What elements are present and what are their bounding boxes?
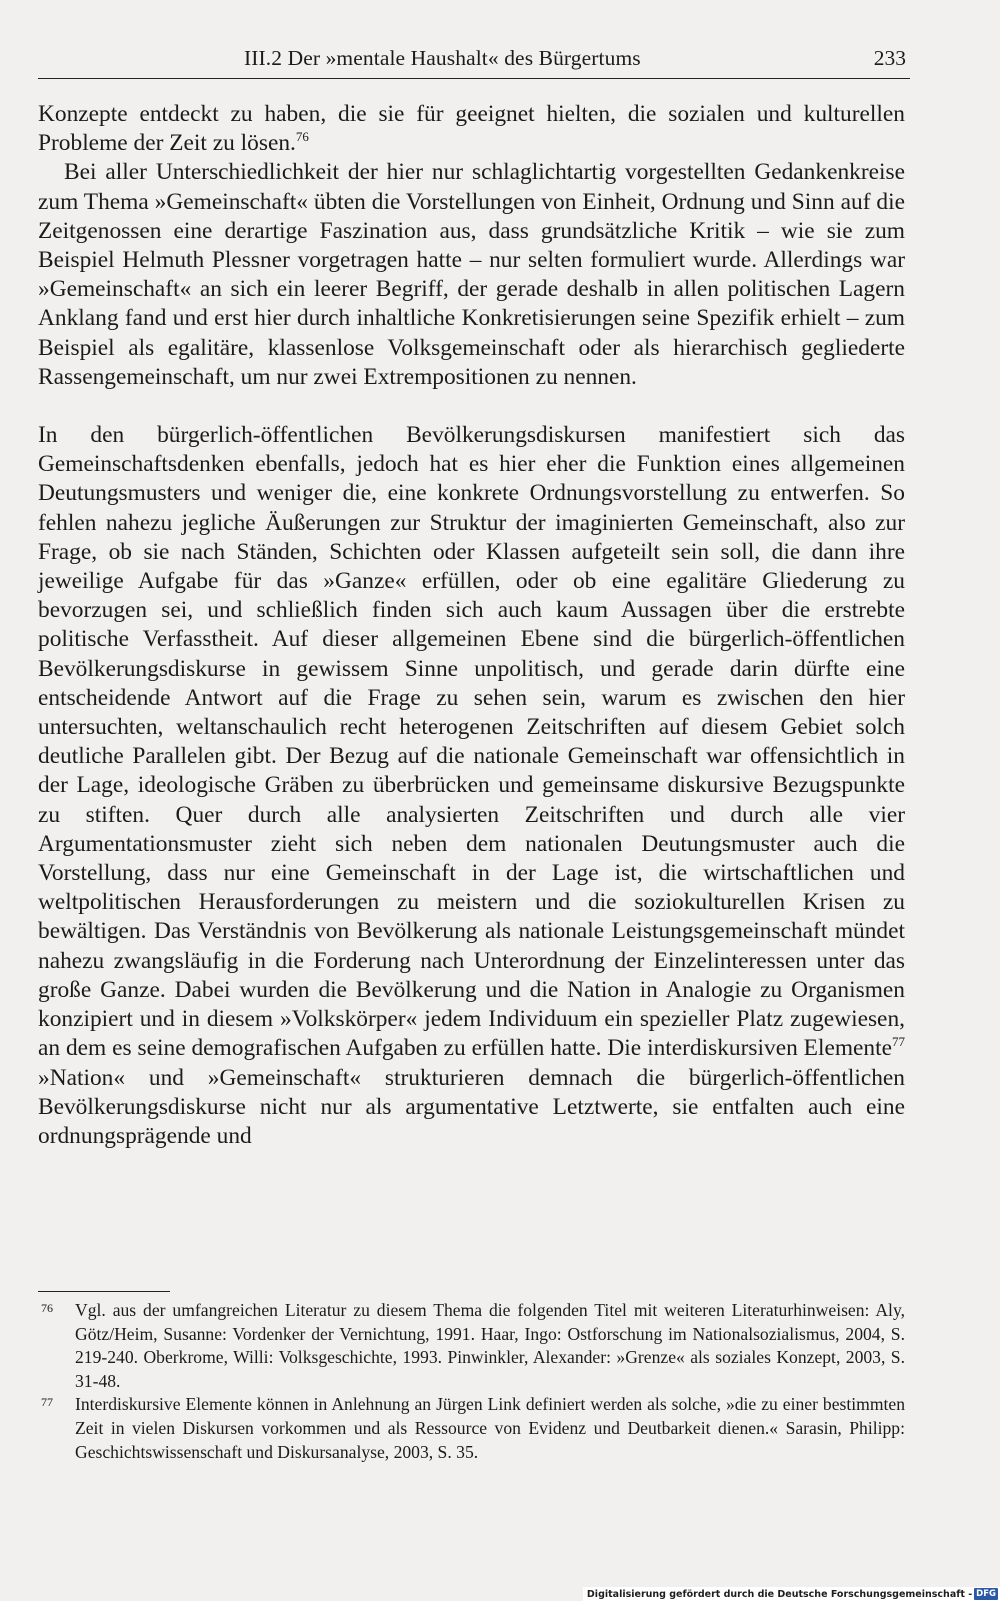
- body-text: [38, 100, 905, 1151]
- paragraph-2: Bei aller Unterschiedlichkeit der hier nur schlaglichtartig vorgestellten Gedankenkreise zum Thema »Gemeinschaft« übten die Vorstellungen von Einheit, Ordnung und Sinn auf die Zeitgenossen eine derartige Faszination aus, dass grundsätzliche Kritik – wie sie zum Beispiel Helmuth Plessner vorgetragen hatte – nur selten formuliert wurde. Allerdings war »Gemeinschaft« an sich ein leerer Begriff, der gerade deshalb in allen politischen Lagern Anklang fand und erst hier durch inhaltliche Konkretisierungen seine Spezifik erhielt – zum Beispiel als egalitäre, klassenlose Volksgemeinschaft oder als hierarchisch gegliederte Rassengemeinschaft, um nur zwei Extrempositionen zu nennen.: [38, 159, 905, 390]
- footnote-ref-77: 77: [892, 1034, 905, 1050]
- footnote-number: 77: [41, 1395, 53, 1410]
- footnote-number: 76: [41, 1301, 53, 1315]
- footnote-ref-76: 76: [295, 129, 309, 145]
- paragraph-1-text: Konzepte entdeckt zu haben, die sie für geeignet hielten, die sozialen und kulturellen Probleme der Zeit zu lösen.: [38, 101, 905, 157]
- paragraph-1: [38, 100, 905, 158]
- footnote-text: Interdiskursive Elemente können in Anlehnung an Jürgen Link definiert werden als solche, »die zu einer bestimmten Zeit in vielen Diskursen vorkommen und als Ressource von Evidenz und Deutbarkeit dienen.« Sarasin, Philipp: Geschichtswissenschaft und Diskursanalyse, 2003, S. 35.: [75, 1394, 905, 1462]
- page-number: 233: [873, 46, 906, 70]
- paragraph-3-text-a: In den bürgerlich-öffentlichen Bevölkerungsdiskursen manifestiert sich das Gemeinschaftsdenken ebenfalls, jedoch hat es hier eher die Funktion eines allgemeinen Deutungsmusters und weniger die, eine konkrete Ordnungsvorstellung zu entwerfen. So fehlen nahezu jegliche Äußerungen zur Struktur der imaginierten Gemeinschaft, also zur Frage, ob sie nach Ständen, Schichten oder Klassen aufgeteilt sein soll, die dann ihre jeweilige Aufgabe für das »Ganze« erfüllen, oder ob eine egalitäre Gliederung zu bevorzugen sei, und schließlich finden sich auch kaum Aussagen über die erstrebte politische Verfasstheit. Auf dieser allgemeinen Ebene sind die bürgerlich-öffentlichen Bevölkerungsdiskurse in gewissem Sinne unpolitisch, und gerade darin dürfte eine entscheidende Antwort auf die Frage zu sehen sein, warum es zwischen den hier untersuchten, weltanschaulich recht heterogenen Zeitschriften auf diesem Gebiet solch deutliche Parallelen gibt. Der Bezug auf die nationale Gemeinschaft war offensichtlich in der Lage, ideologische Gräben zu überbrücken und gemeinsame diskursive Bezugspunkte zu stiften. Quer durch alle analysierten Zeitschriften und durch alle vier Argumentationsmuster zieht sich neben dem nationalen Deutungsmuster auch die Vorstellung, dass nur eine Gemeinschaft in der Lage ist, die wirtschaftlichen und weltpolitischen Herausforderungen zu meistern und die soziokulturellen Krisen zu bewältigen. Das Verständnis von Bevölkerung als nationale Leistungsgemeinschaft mündet nahezu zwangsläufig in die Forderung nach Unterordnung der Einzelinteressen unter das große Ganze. Dabei wurden die Bevölkerung und die Nation in Analogie zu Organismen konzipiert und in diesem »Volkskörper« jedem Individuum ein spezieller Platz zugewiesen, an dem es seine demografischen Aufgaben zu erfüllen hatte. Die interdiskursiven Elemente: [38, 422, 905, 1062]
- footnote-77: [38, 1393, 905, 1464]
- running-header: [38, 40, 910, 79]
- paragraph-3: [38, 421, 905, 1151]
- digitization-credit: [583, 1587, 1000, 1601]
- footnote-text: Vgl. aus der umfangreichen Literatur zu diesem Thema die folgenden Titel mit weiteren Literaturhinweisen: Aly, Götz/Heim, Susanne: Vordenker der Vernichtung, 1991. Haar, Ingo: Ostforschung im Nationalsozialismus, 2004, S. 219-240. Oberkrome, Willi: Volksgeschichte, 1993. Pinwinkler, Alexander: »Grenze« als soziales Konzept, 2003, S. 31-48.: [75, 1300, 905, 1391]
- running-title: III.2 Der »mentale Haushalt« des Bürgertums: [244, 46, 641, 70]
- dfg-logo-icon: DFG: [976, 1589, 996, 1599]
- paragraph-3-text-b: »Nation« und »Gemeinschaft« strukturieren demnach die bürgerlich-öffentlichen Bevölkerungsdiskurse nicht nur als argumentative Letztwerte, sie entfalten auch eine ordnungsprägende und: [38, 1064, 905, 1149]
- footnote-76: [38, 1299, 905, 1393]
- footnotes: [38, 1299, 905, 1464]
- footnote-separator: [38, 1291, 170, 1292]
- digitization-credit-text: Digitalisierung gefördert durch die Deutsche Forschungsgemeinschaft -: [586, 1588, 973, 1600]
